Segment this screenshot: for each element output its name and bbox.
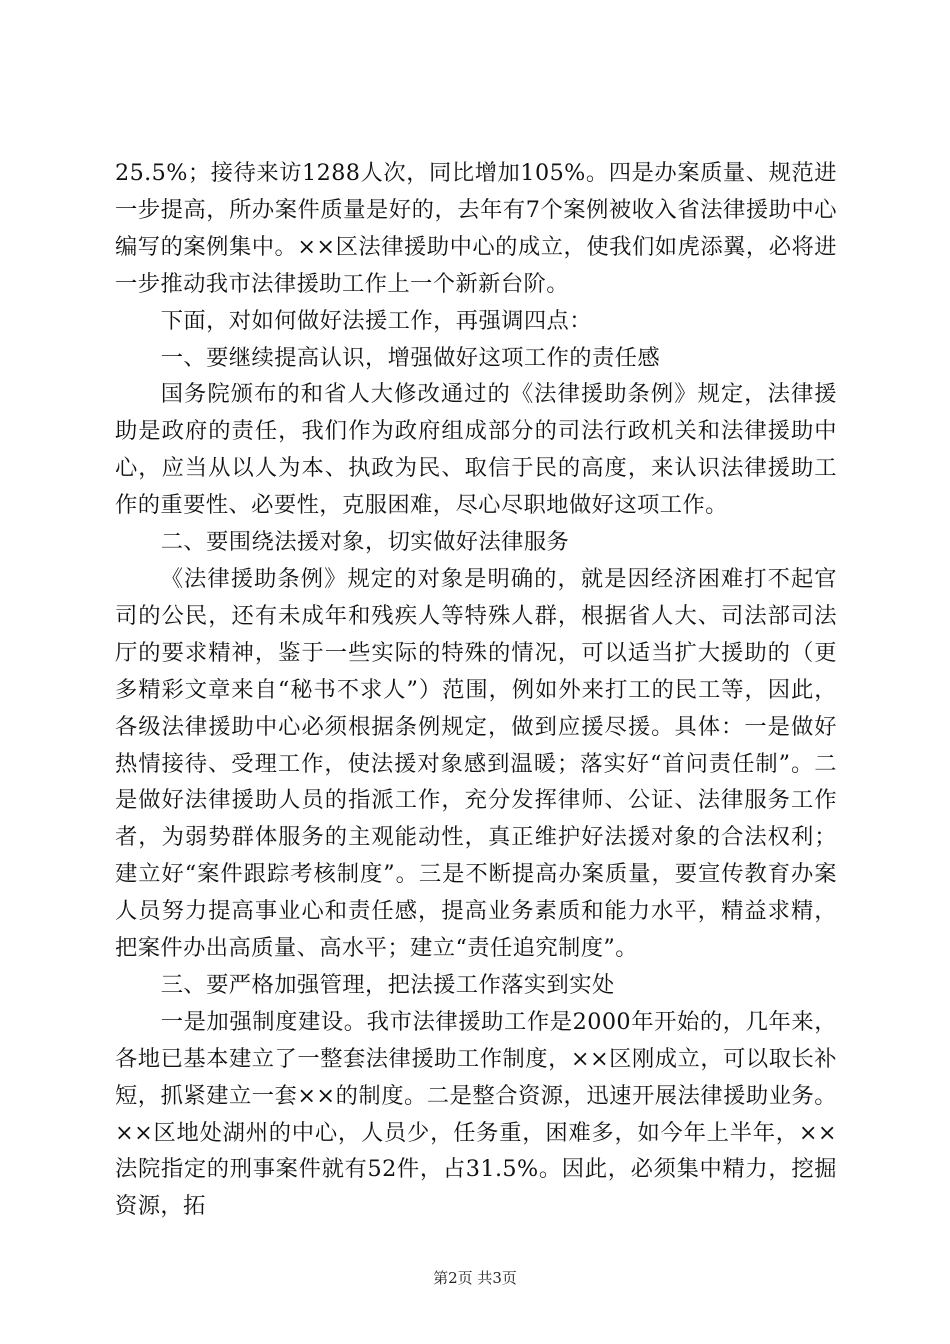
page-number-footer: 第2页 共3页: [433, 1269, 517, 1287]
section-heading-1: 一、要继续提高认识，增强做好这项工作的责任感: [160, 344, 661, 371]
document-body: [115, 155, 837, 1225]
paragraph-intro: 下面，对如何做好法援工作，再强调四点：: [160, 307, 592, 334]
section-heading-3: 三、要严格加强管理，把法援工作落实到实处: [160, 971, 615, 998]
section-heading-2: 二、要围绕法援对象，切实做好法律服务: [160, 529, 570, 556]
paragraph-continuation: 25.5%；接待来访1288人次，同比增加105%。四是办案质量、规范进一步提高，所办案件质量是好的，去年有7个案例被收入省法律援助中心编写的案例集中。××区法律援助中心的成立，使我们如虎添翼，必将进一步推动我市法律援助工作上一个新新台阶。: [115, 160, 837, 297]
paragraph-section-1: 国务院颁布的和省人大修改通过的《法律援助条例》规定，法律援助是政府的责任，我们作为政府组成部分的司法行政机关和法律援助中心，应当从以人为本、执政为民、取信于民的高度，来认识法律援助工作的重要性、必要性，克服困难，尽心尽职地做好这项工作。: [115, 381, 837, 519]
paragraph-section-2: 《法律援助条例》规定的对象是明确的，就是因经济困难打不起官司的公民，还有未成年和残疾人等特殊人群，根据省人大、司法部司法厅的要求精神，鉴于一些实际的特殊的情况，可以适当扩大援助的（更多精彩文章来自“秘书不求人”）范围，例如外来打工的民工等，因此，各级法律援助中心必须根据条例规定，做到应援尽援。具体：一是做好热情接待、受理工作，使法援对象感到温暖；落实好“首问责任制”。二是做好法律援助人员的指派工作，充分发挥律师、公证、法律服务工作者，为弱势群体服务的主观能动性，真正维护好法援对象的合法权利；建立好“案件跟踪考核制度”。三是不断提高办案质量，要宣传教育办案人员努力提高事业心和责任感，提高业务素质和能力水平，精益求精，把案件办出高质量、高水平；建立“责任追究制度”。: [115, 565, 837, 962]
paragraph-section-3: 一是加强制度建设。我市法律援助工作是2000年开始的，几年来，各地已基本建立了一整套法律援助工作制度，××区刚成立，可以取长补短，抓紧建立一套××的制度。二是整合资源，迅速开展法律援助业务。××区地处湖州的中心，人员少，任务重，困难多，如今年上半年，××法院指定的刑事案件就有52件，占31.5%。因此，必须集中精力，挖掘资源，拓: [115, 1008, 837, 1220]
